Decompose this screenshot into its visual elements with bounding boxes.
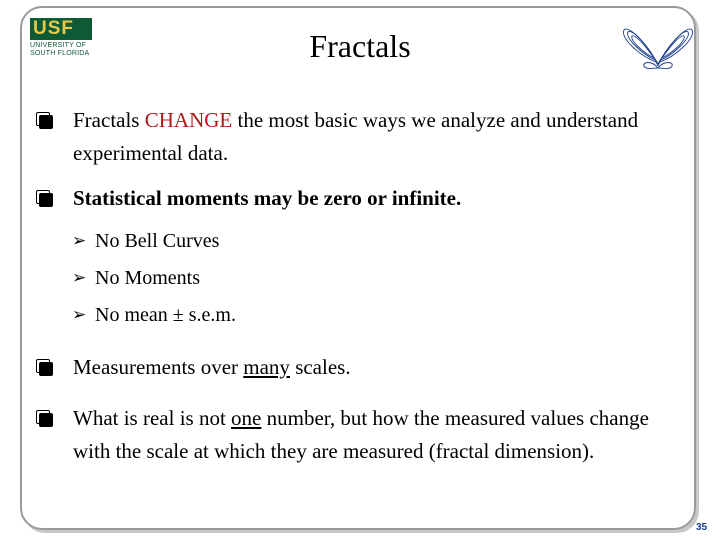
- sub-item-3: [36, 303, 676, 327]
- bullet-item-1: [36, 104, 676, 170]
- slide-title: Fractals: [309, 28, 411, 64]
- bullet-item-4: [36, 402, 676, 468]
- sub-item-3-text: No mean ± s.e.m.: [95, 304, 236, 326]
- bullet-item-2: [36, 182, 676, 215]
- bullet-3-underline: many: [243, 355, 290, 379]
- checkbox-bullet-icon: [36, 410, 50, 424]
- bullet-4-pre: What is real is not: [73, 406, 232, 430]
- bullet-1-post: the most basic ways we analyze and understand experimental data.: [73, 108, 639, 165]
- bullet-3-pre: Measurements over: [73, 355, 244, 379]
- bullet-1-pre: Fractals: [73, 108, 145, 132]
- bullet-4-post: number, but how the measured values change with the scale at which they are measured (fractal dimension).: [73, 406, 649, 463]
- page-number: 35: [696, 522, 708, 533]
- checkbox-bullet-icon: [36, 112, 50, 126]
- arrow-bullet-icon: ➢: [72, 268, 87, 288]
- checkbox-bullet-icon: [36, 190, 50, 204]
- bullet-4-underline: one: [231, 406, 262, 430]
- arrow-bullet-icon: ➢: [72, 305, 87, 325]
- logo-mark: USF: [30, 18, 92, 40]
- bullet-2-text: Statistical moments may be zero or infinite.: [73, 186, 462, 210]
- arrow-bullet-icon: ➢: [72, 231, 87, 251]
- logo-line-2: SOUTH FLORIDA: [30, 50, 90, 57]
- sub-item-1-text: No Bell Curves: [95, 230, 220, 252]
- logo-line-1: UNIVERSITY OF: [30, 42, 87, 49]
- checkbox-bullet-icon: [36, 359, 50, 373]
- bullet-1-highlight: CHANGE: [144, 108, 233, 132]
- sub-item-2: [36, 266, 676, 290]
- sub-item-2-text: No Moments: [95, 267, 200, 289]
- bullet-3-post: scales.: [289, 355, 351, 379]
- bullet-list: [36, 104, 676, 468]
- bullet-item-3: [36, 351, 676, 384]
- sub-item-1: [36, 229, 676, 253]
